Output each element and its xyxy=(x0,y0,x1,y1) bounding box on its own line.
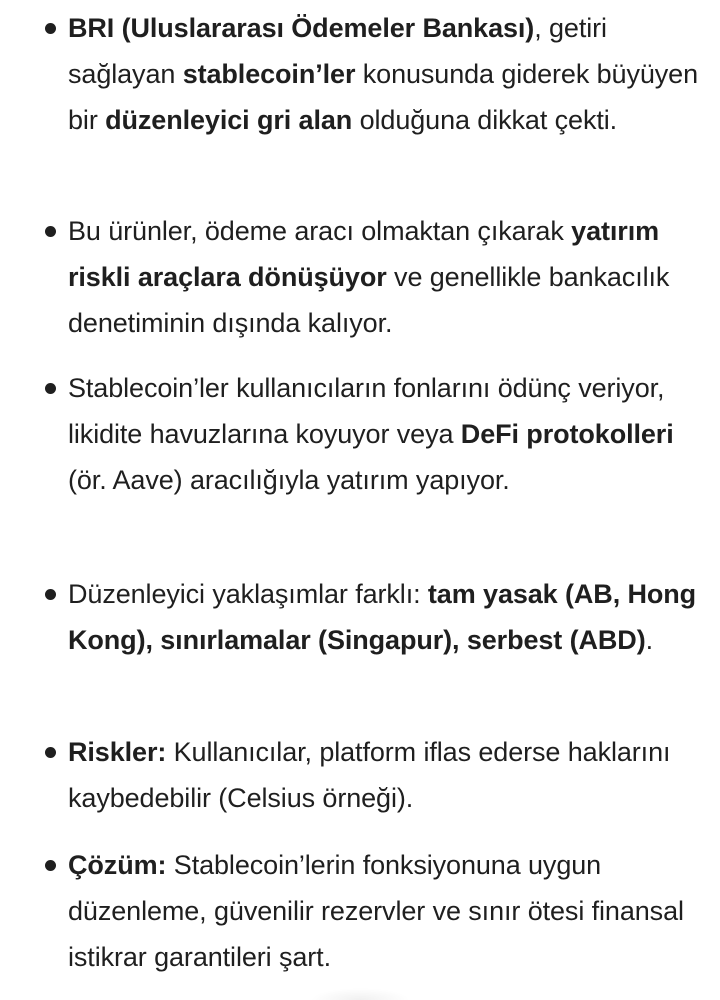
bullet-item-6 xyxy=(68,842,700,980)
bullet-item-3 xyxy=(68,365,700,503)
text: Stablecoin’ler kullanıcıların fonlarını ödünç veriyor, likidite havuzlarına koyuyor veya xyxy=(68,373,665,449)
bold-text: Çözüm: xyxy=(68,850,167,880)
bold-text: tam yasak (AB, Hong Kong), sınırlamalar (Singapur), serbest (ABD) xyxy=(68,579,697,655)
bold-text: Riskler: xyxy=(68,737,167,767)
bullet-dot-icon xyxy=(45,383,56,394)
text: . xyxy=(645,625,653,655)
bullet-dot-icon xyxy=(45,747,56,758)
bullet-dot-icon xyxy=(45,23,56,34)
bold-text: yatırım riskli araçlara dönüşüyor xyxy=(68,216,659,292)
text: Kullanıcılar, platform iflas ederse haklarını kaybedebilir (Celsius örneği). xyxy=(68,737,671,813)
text: konusunda giderek büyüyen bir xyxy=(68,59,699,135)
text: Stablecoin’lerin fonksiyonuna uygun düzenleme, güvenilir rezervler ve sınır ötesi finansal istikrar garantileri şart. xyxy=(68,850,684,972)
bullet-item-2 xyxy=(68,208,700,346)
bold-text: DeFi protokolleri xyxy=(460,419,674,449)
bullet-item-4 xyxy=(68,571,700,663)
bullet-dot-icon xyxy=(45,226,56,237)
bullet-item-1 xyxy=(68,5,700,143)
text: Bu ürünler, ödeme aracı olmaktan çıkarak xyxy=(68,216,572,246)
bullet-item-5 xyxy=(68,729,700,821)
scroll-shadow xyxy=(310,988,410,1000)
text: olduğuna dikkat çekti. xyxy=(352,105,618,135)
text: (ör. Aave) aracılığıyla yatırım yapıyor. xyxy=(68,465,510,495)
bullet-dot-icon xyxy=(45,589,56,600)
text: ve genellikle bankacılık denetiminin dışında kalıyor. xyxy=(68,262,670,338)
bold-text: BRI (Uluslararası Ödemeler Bankası) xyxy=(68,13,535,43)
bold-text: düzenleyici gri alan xyxy=(105,105,353,135)
text: , getiri sağlayan xyxy=(68,13,607,89)
bullet-dot-icon xyxy=(45,860,56,871)
text: Düzenleyici yaklaşımlar farklı: xyxy=(68,579,428,609)
bold-text: stablecoin’ler xyxy=(182,59,356,89)
